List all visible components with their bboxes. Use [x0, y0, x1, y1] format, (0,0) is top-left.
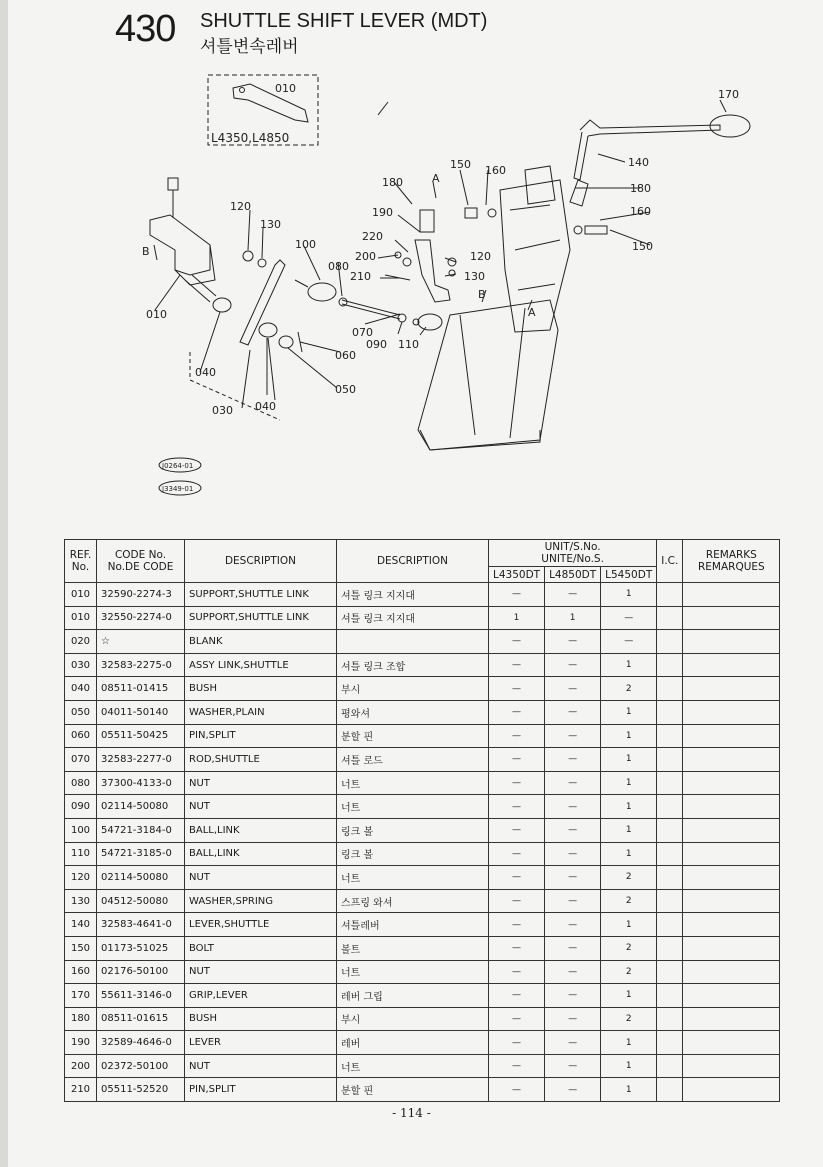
- description-cell: NUT: [185, 960, 337, 984]
- table-row: [65, 606, 780, 630]
- ref-cell: 010: [65, 583, 97, 607]
- qty-l5450dt-cell: 1: [601, 984, 657, 1008]
- description-ko-cell: 너트: [337, 1054, 489, 1078]
- callout-140: 140: [628, 156, 649, 169]
- qty-l4350dt-cell: —: [489, 700, 545, 724]
- ic-cell: [657, 653, 683, 677]
- shuttle-rod: [342, 300, 400, 315]
- remarks-cell: [683, 842, 780, 866]
- description-cell: NUT: [185, 866, 337, 890]
- ref-cell: 050: [65, 700, 97, 724]
- qty-l4850dt-cell: —: [545, 818, 601, 842]
- qty-l5450dt-cell: 1: [601, 1078, 657, 1102]
- qty-l4350dt-cell: —: [489, 1054, 545, 1078]
- description-cell: BALL,LINK: [185, 842, 337, 866]
- bolt-150-upper: [465, 208, 477, 218]
- callout-120-right: 120: [470, 250, 491, 263]
- description-cell: BUSH: [185, 677, 337, 701]
- ic-cell: [657, 606, 683, 630]
- ref-cell: 130: [65, 889, 97, 913]
- ic-cell: [657, 818, 683, 842]
- description-ko-cell: 레버: [337, 1031, 489, 1055]
- description-ko-cell: 분할 핀: [337, 724, 489, 748]
- ic-cell: [657, 1031, 683, 1055]
- header-model-l4850dt: L4850DT: [545, 567, 601, 583]
- remarks-cell: [683, 583, 780, 607]
- callout-090: 090: [366, 338, 387, 351]
- qty-l4850dt-cell: —: [545, 936, 601, 960]
- ref-cell: 030: [65, 653, 97, 677]
- description-cell: LEVER: [185, 1031, 337, 1055]
- parts-table: [64, 539, 780, 1102]
- ic-cell: [657, 748, 683, 772]
- qty-l4850dt-cell: —: [545, 771, 601, 795]
- code-cell: 54721-3185-0: [97, 842, 185, 866]
- remarks-cell: [683, 653, 780, 677]
- ref-cell: 120: [65, 866, 97, 890]
- qty-l5450dt-cell: —: [601, 606, 657, 630]
- link-assy-030: [240, 260, 285, 345]
- ic-cell: [657, 936, 683, 960]
- callout-120: 120: [230, 200, 251, 213]
- callout-130-right: 130: [464, 270, 485, 283]
- ic-cell: [657, 866, 683, 890]
- code-cell: 32583-2277-0: [97, 748, 185, 772]
- ref-cell: 140: [65, 913, 97, 937]
- table-row: [65, 913, 780, 937]
- qty-l5450dt-cell: 1: [601, 700, 657, 724]
- code-cell: 32589-4646-0: [97, 1031, 185, 1055]
- qty-l5450dt-cell: 2: [601, 960, 657, 984]
- remarks-cell: [683, 818, 780, 842]
- description-ko-cell: 셔틀 링크 지지대: [337, 606, 489, 630]
- code-cell: 08511-01415: [97, 677, 185, 701]
- table-row: [65, 960, 780, 984]
- table-row: [65, 653, 780, 677]
- callout-040: 040: [255, 400, 276, 413]
- remarks-cell: [683, 630, 780, 654]
- ref-cell: 090: [65, 795, 97, 819]
- view-mark-b: B: [478, 288, 486, 301]
- description-cell: BOLT: [185, 936, 337, 960]
- code-cell: 02176-50100: [97, 960, 185, 984]
- table-row: [65, 1031, 780, 1055]
- remarks-cell: [683, 1031, 780, 1055]
- section-number: 430: [115, 8, 176, 50]
- table-row: [65, 700, 780, 724]
- remarks-cell: [683, 913, 780, 937]
- ic-cell: [657, 630, 683, 654]
- qty-l5450dt-cell: 1: [601, 818, 657, 842]
- remarks-cell: [683, 748, 780, 772]
- table-row: [65, 936, 780, 960]
- description-ko-cell: 너트: [337, 960, 489, 984]
- description-cell: BUSH: [185, 1007, 337, 1031]
- qty-l4350dt-cell: —: [489, 748, 545, 772]
- ref-cell: 160: [65, 960, 97, 984]
- ball-link-100: [308, 283, 336, 301]
- qty-l4850dt-cell: —: [545, 1078, 601, 1102]
- qty-l4350dt-cell: —: [489, 866, 545, 890]
- header-remarks: REMARKS REMARQUES: [683, 540, 780, 583]
- table-row: [65, 677, 780, 701]
- ref-cell: 020: [65, 630, 97, 654]
- shuttle-lever-140: [580, 120, 720, 136]
- qty-l4850dt-cell: —: [545, 866, 601, 890]
- qty-l5450dt-cell: 2: [601, 866, 657, 890]
- description-ko-cell: 링크 볼: [337, 818, 489, 842]
- qty-l4350dt-cell: —: [489, 795, 545, 819]
- ref-cell: 180: [65, 1007, 97, 1031]
- qty-l4350dt-cell: —: [489, 724, 545, 748]
- callout-150-right: 150: [632, 240, 653, 253]
- qty-l4350dt-cell: —: [489, 913, 545, 937]
- callout-050: 050: [335, 383, 356, 396]
- qty-l4350dt-cell: —: [489, 630, 545, 654]
- qty-l4850dt-cell: —: [545, 1031, 601, 1055]
- code-cell: 05511-52520: [97, 1078, 185, 1102]
- qty-l4850dt-cell: —: [545, 913, 601, 937]
- remarks-cell: [683, 936, 780, 960]
- qty-l4850dt-cell: —: [545, 677, 601, 701]
- ref-cell: 060: [65, 724, 97, 748]
- bush-040: [259, 323, 277, 337]
- description-cell: PIN,SPLIT: [185, 1078, 337, 1102]
- scan-page-edge: [0, 0, 8, 1167]
- remarks-cell: [683, 700, 780, 724]
- ic-cell: [657, 724, 683, 748]
- ref-cell: 150: [65, 936, 97, 960]
- qty-l5450dt-cell: 2: [601, 889, 657, 913]
- code-cell: ☆: [97, 630, 185, 654]
- lever-190: [415, 240, 450, 302]
- code-cell: 55611-3146-0: [97, 984, 185, 1008]
- view-mark-a-top: A: [432, 172, 440, 185]
- ic-cell: [657, 700, 683, 724]
- table-row: [65, 866, 780, 890]
- qty-l5450dt-cell: 2: [601, 677, 657, 701]
- qty-l5450dt-cell: 1: [601, 1054, 657, 1078]
- callout-010: 010: [146, 308, 167, 321]
- qty-l5450dt-cell: 1: [601, 653, 657, 677]
- callout-170: 170: [718, 88, 739, 101]
- callout-080: 080: [328, 260, 349, 273]
- qty-l4350dt-cell: —: [489, 653, 545, 677]
- qty-l4350dt-cell: —: [489, 583, 545, 607]
- qty-l4850dt-cell: —: [545, 1054, 601, 1078]
- qty-l5450dt-cell: 1: [601, 583, 657, 607]
- qty-l5450dt-cell: —: [601, 630, 657, 654]
- qty-l4850dt-cell: —: [545, 795, 601, 819]
- description-cell: SUPPORT,SHUTTLE LINK: [185, 606, 337, 630]
- description-cell: BLANK: [185, 630, 337, 654]
- description-ko-cell: 셔틀 링크 지지대: [337, 583, 489, 607]
- ic-cell: [657, 984, 683, 1008]
- ref-cell: 170: [65, 984, 97, 1008]
- callout-200: 200: [355, 250, 376, 263]
- description-ko-cell: 너트: [337, 866, 489, 890]
- qty-l4350dt-cell: —: [489, 771, 545, 795]
- ic-cell: [657, 795, 683, 819]
- description-ko-cell: 부시: [337, 677, 489, 701]
- remarks-cell: [683, 606, 780, 630]
- qty-l5450dt-cell: 1: [601, 913, 657, 937]
- grip-170: [710, 115, 750, 137]
- remarks-cell: [683, 960, 780, 984]
- ref-cell: 010: [65, 606, 97, 630]
- remarks-cell: [683, 1078, 780, 1102]
- remarks-cell: [683, 795, 780, 819]
- callout-060: 060: [335, 349, 356, 362]
- description-cell: BALL,LINK: [185, 818, 337, 842]
- callout-180: 180: [382, 176, 403, 189]
- ref-cell: 080: [65, 771, 97, 795]
- code-cell: 54721-3184-0: [97, 818, 185, 842]
- remarks-cell: [683, 1054, 780, 1078]
- code-cell: 32583-4641-0: [97, 913, 185, 937]
- ref-cell: 110: [65, 842, 97, 866]
- description-ko-cell: 스프링 와셔: [337, 889, 489, 913]
- ic-cell: [657, 889, 683, 913]
- ic-cell: [657, 1078, 683, 1102]
- description-ko-cell: 너트: [337, 771, 489, 795]
- ref-cell: 100: [65, 818, 97, 842]
- table-row: [65, 583, 780, 607]
- callout-160-right: 160: [630, 205, 651, 218]
- code-cell: 32550-2274-0: [97, 606, 185, 630]
- description-cell: WASHER,PLAIN: [185, 700, 337, 724]
- code-cell: 32590-2274-3: [97, 583, 185, 607]
- description-cell: GRIP,LEVER: [185, 984, 337, 1008]
- qty-l4850dt-cell: —: [545, 748, 601, 772]
- description-ko-cell: 분할 핀: [337, 1078, 489, 1102]
- qty-l4850dt-cell: 1: [545, 606, 601, 630]
- remarks-cell: [683, 866, 780, 890]
- description-ko-cell: 볼트: [337, 936, 489, 960]
- callout-180-right: 180: [630, 182, 651, 195]
- ref-cell: 070: [65, 748, 97, 772]
- remarks-cell: [683, 724, 780, 748]
- callout-220: 220: [362, 230, 383, 243]
- qty-l5450dt-cell: 1: [601, 795, 657, 819]
- ic-cell: [657, 583, 683, 607]
- table-row: [65, 724, 780, 748]
- qty-l4850dt-cell: —: [545, 700, 601, 724]
- callout-110: 110: [398, 338, 419, 351]
- ref-cell: 210: [65, 1078, 97, 1102]
- qty-l4850dt-cell: —: [545, 724, 601, 748]
- table-row: [65, 771, 780, 795]
- description-ko-cell: 레버 그립: [337, 984, 489, 1008]
- remarks-cell: [683, 677, 780, 701]
- code-cell: 32583-2275-0: [97, 653, 185, 677]
- code-cell: 08511-01615: [97, 1007, 185, 1031]
- description-ko-cell: 평와셔: [337, 700, 489, 724]
- ic-cell: [657, 960, 683, 984]
- code-cell: 02114-50080: [97, 866, 185, 890]
- ref-cell: 040: [65, 677, 97, 701]
- bolt-150-right: [585, 226, 607, 234]
- description-ko-cell: 셔틀 로드: [337, 748, 489, 772]
- table-row: [65, 1054, 780, 1078]
- page-title-korean: 셔틀변속레버: [200, 37, 299, 57]
- callout-010-inset: 010: [275, 82, 296, 95]
- table-row: [65, 818, 780, 842]
- description-cell: ASSY LINK,SHUTTLE: [185, 653, 337, 677]
- qty-l5450dt-cell: 1: [601, 748, 657, 772]
- ref-cell: 200: [65, 1054, 97, 1078]
- remarks-cell: [683, 1007, 780, 1031]
- description-cell: PIN,SPLIT: [185, 724, 337, 748]
- code-cell: 01173-51025: [97, 936, 185, 960]
- qty-l4850dt-cell: —: [545, 842, 601, 866]
- header-model-l4350dt: L4350DT: [489, 567, 545, 583]
- description-cell: SUPPORT,SHUTTLE LINK: [185, 583, 337, 607]
- callout-160: 160: [485, 164, 506, 177]
- bush-180: [420, 210, 434, 232]
- ic-cell: [657, 677, 683, 701]
- qty-l4850dt-cell: —: [545, 1007, 601, 1031]
- qty-l4350dt-cell: —: [489, 960, 545, 984]
- ic-cell: [657, 842, 683, 866]
- inset-label: L4350,L4850: [211, 131, 290, 145]
- page-title: SHUTTLE SHIFT LEVER (MDT): [200, 10, 488, 32]
- header-description-en: DESCRIPTION: [185, 540, 337, 583]
- qty-l4350dt-cell: —: [489, 1007, 545, 1031]
- table-row: [65, 630, 780, 654]
- code-cell: 05511-50425: [97, 724, 185, 748]
- description-ko-cell: 셔틀레버: [337, 913, 489, 937]
- washer-050: [279, 336, 293, 348]
- ref-cell: 190: [65, 1031, 97, 1055]
- description-ko-cell: 셔틀 링크 조합: [337, 653, 489, 677]
- callout-100: 100: [295, 238, 316, 251]
- description-cell: NUT: [185, 771, 337, 795]
- code-cell: 04011-50140: [97, 700, 185, 724]
- qty-l4350dt-cell: —: [489, 889, 545, 913]
- ref-code-2: J3349-01: [162, 485, 194, 493]
- view-mark-b-left: B: [142, 245, 150, 258]
- qty-l5450dt-cell: 2: [601, 1007, 657, 1031]
- description-ko-cell: 부시: [337, 1007, 489, 1031]
- code-cell: 37300-4133-0: [97, 771, 185, 795]
- callout-190: 190: [372, 206, 393, 219]
- callout-040-left: 040: [195, 366, 216, 379]
- description-cell: NUT: [185, 1054, 337, 1078]
- exploded-parts-diagram: [130, 70, 760, 510]
- qty-l4350dt-cell: —: [489, 936, 545, 960]
- header-code: CODE No. No.DE CODE: [97, 540, 185, 583]
- header-unit: UNIT/S.No. UNITE/No.S.: [489, 540, 657, 567]
- qty-l4350dt-cell: 1: [489, 606, 545, 630]
- qty-l4850dt-cell: —: [545, 960, 601, 984]
- callout-070: 070: [352, 326, 373, 339]
- parts-table-body: [65, 583, 780, 1102]
- qty-l4850dt-cell: —: [545, 653, 601, 677]
- table-row: [65, 1078, 780, 1102]
- description-ko-cell: 링크 볼: [337, 842, 489, 866]
- code-cell: 02372-50100: [97, 1054, 185, 1078]
- ball-link-110: [418, 314, 442, 330]
- table-row: [65, 1007, 780, 1031]
- qty-l5450dt-cell: 1: [601, 724, 657, 748]
- remarks-cell: [683, 889, 780, 913]
- ic-cell: [657, 913, 683, 937]
- table-row: [65, 748, 780, 772]
- table-row: [65, 984, 780, 1008]
- description-ko-cell: [337, 630, 489, 654]
- qty-l4850dt-cell: —: [545, 583, 601, 607]
- callout-030: 030: [212, 404, 233, 417]
- remarks-cell: [683, 771, 780, 795]
- table-row: [65, 842, 780, 866]
- qty-l5450dt-cell: 1: [601, 771, 657, 795]
- description-cell: LEVER,SHUTTLE: [185, 913, 337, 937]
- description-cell: NUT: [185, 795, 337, 819]
- qty-l4350dt-cell: —: [489, 1078, 545, 1102]
- table-row: [65, 889, 780, 913]
- remarks-cell: [683, 984, 780, 1008]
- callout-130: 130: [260, 218, 281, 231]
- header-ic: I.C.: [657, 540, 683, 583]
- ic-cell: [657, 771, 683, 795]
- callout-210: 210: [350, 270, 371, 283]
- description-cell: WASHER,SPRING: [185, 889, 337, 913]
- qty-l4350dt-cell: —: [489, 842, 545, 866]
- description-ko-cell: 너트: [337, 795, 489, 819]
- callout-150: 150: [450, 158, 471, 171]
- qty-l5450dt-cell: 1: [601, 842, 657, 866]
- qty-l5450dt-cell: 1: [601, 1031, 657, 1055]
- ic-cell: [657, 1007, 683, 1031]
- header-ref: REF. No.: [65, 540, 97, 583]
- table-row: [65, 795, 780, 819]
- page-footer-number: - 114 -: [392, 1106, 431, 1120]
- lever-housing: [418, 300, 558, 450]
- qty-l5450dt-cell: 2: [601, 936, 657, 960]
- header-model-l5450dt: L5450DT: [601, 567, 657, 583]
- code-cell: 02114-50080: [97, 795, 185, 819]
- support-010: [150, 215, 210, 275]
- qty-l4350dt-cell: —: [489, 984, 545, 1008]
- ic-cell: [657, 1054, 683, 1078]
- qty-l4350dt-cell: —: [489, 1031, 545, 1055]
- ref-code-1: J0264-01: [162, 462, 194, 470]
- qty-l4350dt-cell: —: [489, 677, 545, 701]
- view-mark-a: A: [528, 306, 536, 319]
- qty-l4350dt-cell: —: [489, 818, 545, 842]
- qty-l4850dt-cell: —: [545, 984, 601, 1008]
- qty-l4850dt-cell: —: [545, 889, 601, 913]
- description-cell: ROD,SHUTTLE: [185, 748, 337, 772]
- header-description-ko: DESCRIPTION: [337, 540, 489, 583]
- qty-l4850dt-cell: —: [545, 630, 601, 654]
- code-cell: 04512-50080: [97, 889, 185, 913]
